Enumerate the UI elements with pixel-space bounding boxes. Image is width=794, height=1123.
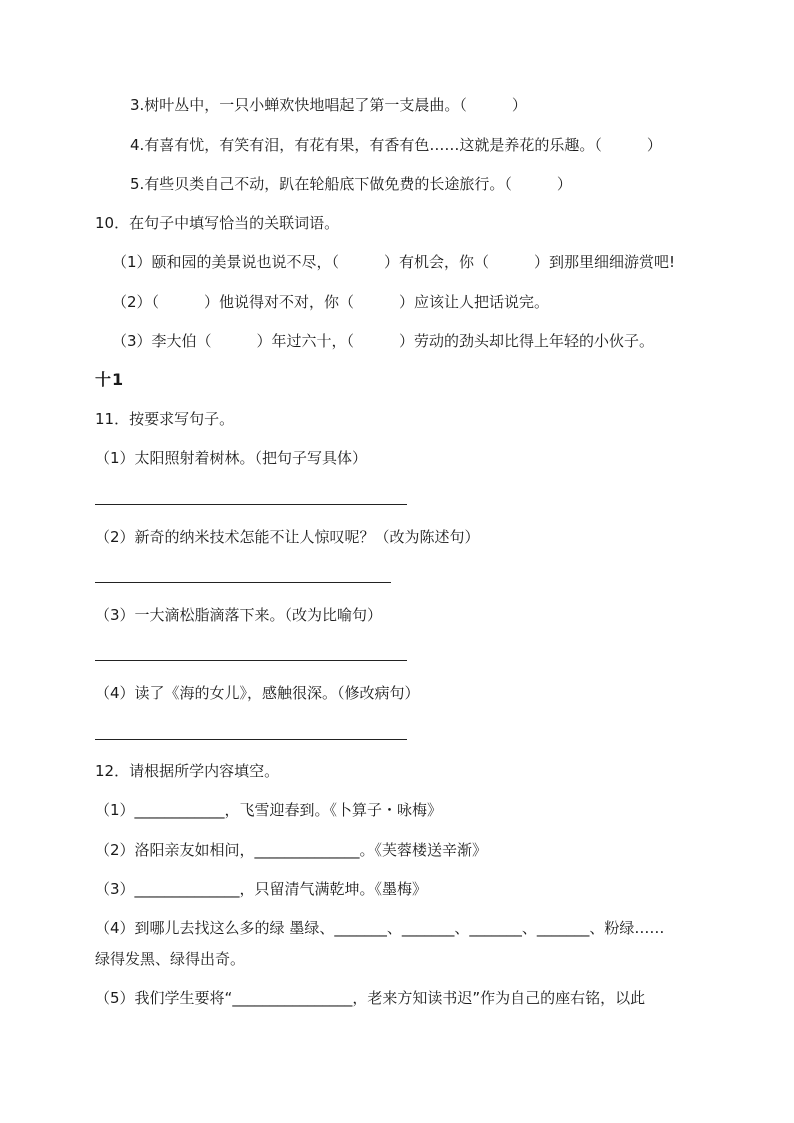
q12-item-1: （1）____________，飞雪迎春到。《卜算子・咏梅》 [95, 801, 443, 819]
q11-title: 11．按要求写句子。 [95, 410, 235, 428]
q9-item-4: 4.有喜有忧，有笑有泪，有花有果，有香有色……这就是养花的乐趣。（ ） [130, 136, 662, 154]
q10-item-3: （3）李大伯（ ）年过六十，（ ）劳动的劲头却比得上年轻的小伙子。 [112, 332, 655, 350]
answer-line-1[interactable] [95, 504, 407, 505]
q12-item-4-cont: 绿得发黑、绿得出奇。 [95, 950, 246, 968]
answer-line-2[interactable] [95, 582, 391, 583]
answer-line-3[interactable] [95, 660, 407, 661]
q12-item-2: （2）洛阳亲友如相问，______________。《芙蓉楼送辛渐》 [95, 841, 488, 859]
q11-item-2: （2）新奇的纳米技术怎能不让人惊叹呢？（改为陈述句） [95, 528, 480, 546]
q9-item-3: 3.树叶丛中，一只小蝉欢快地唱起了第一支晨曲。（ ） [130, 96, 527, 114]
q12-item-4: （4）到哪儿去找这么多的绿 墨绿、_______、_______、_______、_______、粉绿…… [95, 919, 665, 937]
q12-item-5: （5）我们学生要将“________________，老来方知读书迟”作为自己的座右铭，以此 [95, 989, 646, 1007]
q11-item-1: （1）太阳照射着树林。（把句子写具体） [95, 449, 368, 467]
q10-title: 10．在句子中填写恰当的关联词语。 [95, 214, 340, 232]
q10-item-2: （2）（ ）他说得对不对，你（ ）应该让人把话说完。 [112, 293, 550, 311]
q12-title: 12．请根据所学内容填空。 [95, 762, 280, 780]
section-heading: 十1 [95, 370, 125, 389]
q11-item-3: （3）一大滴松脂滴落下来。（改为比喻句） [95, 606, 383, 624]
q11-item-4: （4）读了《海的女儿》，感触很深。（修改病句） [95, 684, 420, 702]
q12-item-3: （3）______________，只留清气满乾坤。《墨梅》 [95, 880, 428, 898]
q9-item-5: 5.有些贝类自己不动，趴在轮船底下做免费的长途旅行。（ ） [130, 175, 572, 193]
answer-line-4[interactable] [95, 739, 407, 740]
q10-item-1: （1）颐和园的美景说也说不尽，（ ）有机会，你（ ）到那里细细游赏吧! [112, 253, 676, 271]
